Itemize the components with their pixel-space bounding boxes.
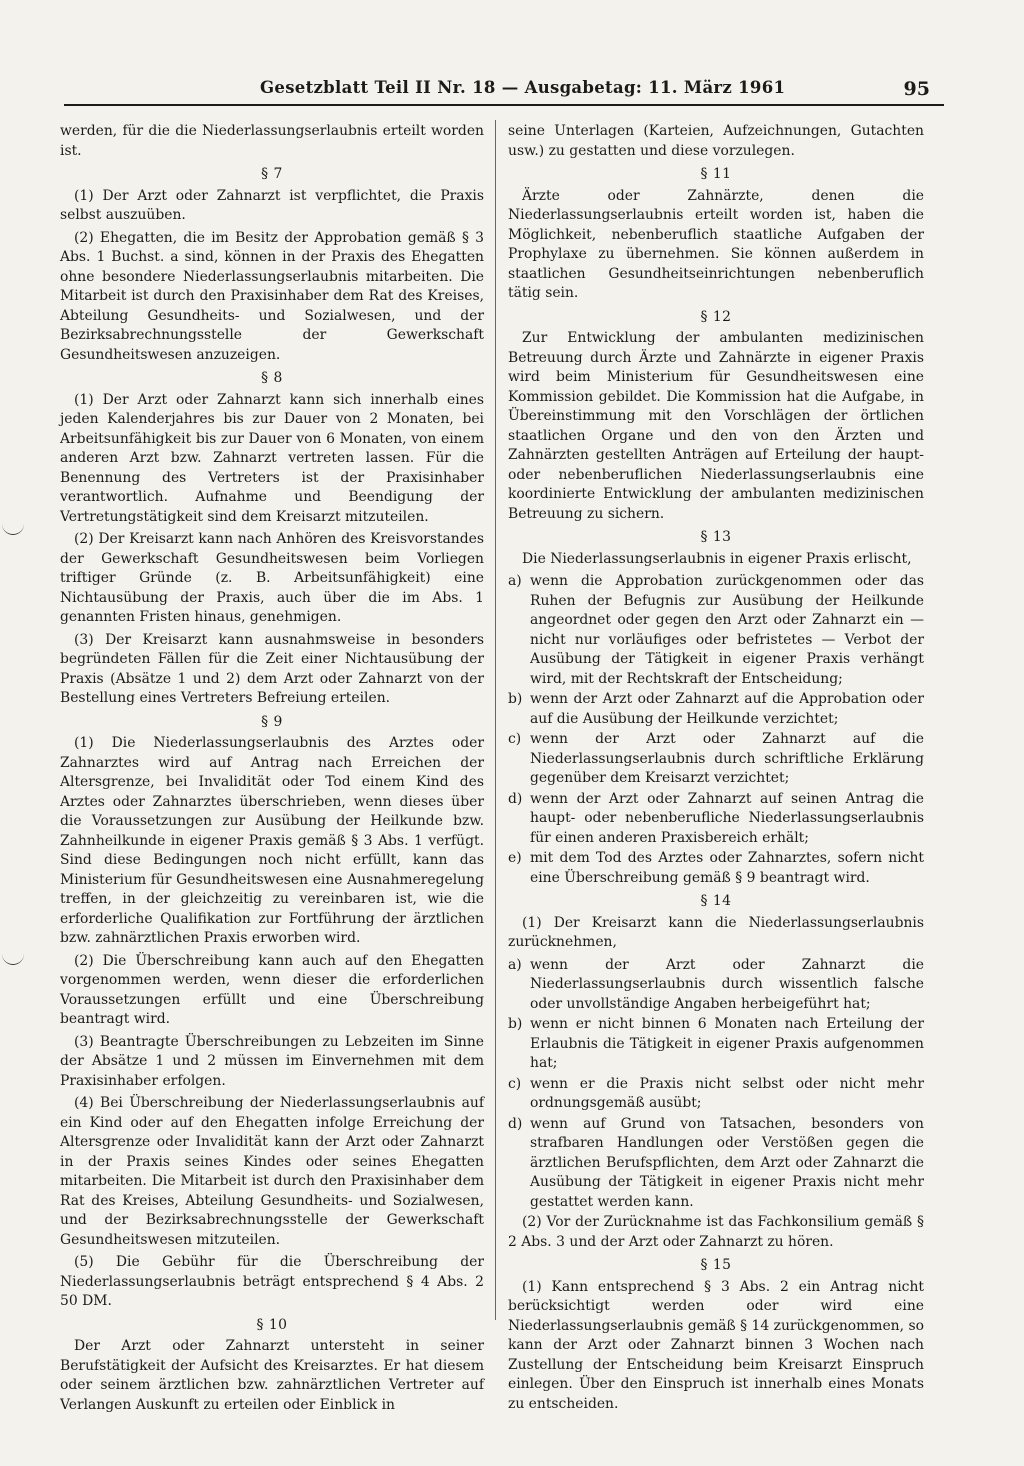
- list-label: d): [508, 1115, 523, 1132]
- list-item: [508, 690, 924, 729]
- list-text: wenn der Arzt oder Zahnarzt auf seinen Antrag die haupt- oder nebenberufliche Niederlassungserlaubnis für einen anderen Praxisbereich erhält;: [530, 790, 924, 846]
- list-item: [508, 1075, 924, 1114]
- section-heading: § 11: [700, 166, 732, 182]
- left-column: [60, 122, 484, 1418]
- paragraph: (3) Beantragte Überschreibungen zu Lebzeiten im Sinne der Absätze 1 und 2 müssen im Einvernehmen mit dem Praxisinhaber erfolgen.: [60, 1033, 484, 1089]
- paragraph: Der Arzt oder Zahnarzt untersteht in seiner Berufstätigkeit der Aufsicht des Kreisarztes. Er hat diesem oder seinem ärztlichen bzw. zahnärztlichen Vertreter auf Verlangen Auskunft zu erteilen oder Einblick in: [60, 1338, 484, 1413]
- paragraph: werden, für die die Niederlassungserlaubnis erteilt worden ist.: [60, 123, 484, 159]
- list-label: a): [508, 573, 522, 589]
- list-item: [508, 1015, 924, 1074]
- gazette-title: Gesetzblatt Teil II Nr. 18 — Ausgabetag: 11. März 1961: [260, 78, 786, 97]
- list-label: b): [508, 1016, 523, 1032]
- page-header: [64, 74, 944, 106]
- list-item: [508, 730, 924, 789]
- section-heading: § 12: [700, 308, 732, 325]
- list-label: d): [508, 790, 523, 807]
- section-heading: § 13: [700, 529, 732, 545]
- paragraph: (2) Die Überschreibung kann auch auf den Ehegatten vorgenommen werden, wenn dieser die erforderlichen Voraussetzungen erfüllt und eine Überschreibung beantragt wird.: [60, 952, 484, 1027]
- list-text: wenn der Arzt oder Zahnarzt die Niederlassungserlaubnis durch wissentlich falsche oder unvollständige Angaben herbeigeführt hat;: [530, 956, 924, 1012]
- section-heading: § 10: [256, 1316, 288, 1333]
- paragraph: (1) Kann entsprechend § 3 Abs. 2 ein Antrag nicht berücksichtigt werden oder wird eine Niederlassungserlaubnis gemäß § 14 zurückgenommen, so kann der Arzt oder Zahnarzt binnen 3 Wochen nach Zustellung der Entscheidung beim Kreisarzt Einspruch einlegen. Über den Einspruch ist innerhalb eines Monats zu entscheiden.: [508, 1278, 924, 1412]
- right-column: [508, 122, 924, 1417]
- list-text: wenn die Approbation zurückgenommen oder das Ruhen der Befugnis zur Ausübung der Heilkunde angeordnet oder gegen den Arzt oder Zahnarzt ein — nicht nur vorläufiges oder befristetes — Verbot der Ausübung der Tätigkeit in eigener Praxis verhängt wird, mit der Rechtskraft der Entscheidung;: [530, 573, 924, 687]
- list-label: c): [508, 731, 522, 747]
- list-label: a): [508, 956, 522, 973]
- paragraph: (1) Der Arzt oder Zahnarzt ist verpflichtet, die Praxis selbst auszuüben.: [60, 187, 484, 223]
- paragraph: (1) Der Arzt oder Zahnarzt kann sich innerhalb eines jeden Kalenderjahres bis zur Dauer von 2 Monaten, bei Arbeitsunfähigkeit bis zur Dauer von 6 Monaten, von einem anderen Arzt bzw. Zahnarzt vertreten lassen. Für die Benennung des Vertreters ist der Praxisinhaber verantwortlich. Aufnahme und Beendigung der Vertretungstätigkeit sind dem Kreisarzt mitzuteilen.: [60, 391, 484, 525]
- list-label: e): [508, 850, 522, 866]
- list-label: b): [508, 691, 523, 707]
- paragraph: (2) Vor der Zurücknahme ist das Fachkonsilium gemäß § 2 Abs. 3 und der Arzt oder Zahnarzt zu hören.: [508, 1214, 924, 1250]
- paragraph: (5) Die Gebühr für die Überschreibung der Niederlassungserlaubnis beträgt entsprechend § 4 Abs. 2 50 DM.: [60, 1254, 484, 1309]
- list-text: wenn der Arzt oder Zahnarzt auf die Approbation oder auf die Ausübung der Heilkunde verzichtet;: [530, 691, 924, 727]
- section-heading: § 7: [261, 166, 283, 182]
- paragraph: Zur Entwicklung der ambulanten medizinischen Betreuung durch Ärzte und Zahnärzte in eigener Praxis wird beim Ministerium für Gesundheitswesen eine Kommission gebildet. Die Kommission hat die Aufgabe, in Übereinstimmung mit den Vorschlägen der örtlichen staatlichen Organe und den von den Ärzten und Zahnärzten gestellten Anträgen auf Erteilung der haupt- oder nebenberuflichen Niederlassungserlaubnis eine koordinierte Entwicklung der ambulanten medizinischen Betreuung zu sichern.: [508, 330, 924, 522]
- list-text: wenn der Arzt oder Zahnarzt auf die Niederlassungserlaubnis durch schriftliche Erklärung gegenüber dem Kreisarzt verzichtet;: [530, 731, 924, 786]
- paragraph: Ärzte oder Zahnärzte, denen die Niederlassungserlaubnis erteilt worden ist, haben die Möglichkeit, nebenberuflich staatliche Aufgaben der Prophylaxe zu übernehmen. Sie können außerdem in staatlichen Gesundheitseinrichtungen nebenberuflich tätig sein.: [508, 187, 924, 301]
- paragraph: (4) Bei Überschreibung der Niederlassungserlaubnis auf ein Kind oder auf den Ehegatten infolge Erreichung der Altersgrenze oder Invalidität kann der Arzt oder Zahnarzt in der Praxis seines Kindes oder seines Ehegatten mitarbeiten. Die Mitarbeit ist durch den Praxisinhaber dem Rat des Kreises, Abteilung Gesundheits- und Sozialwesen, und der Bezirksabrechnungsstelle der Gewerkschaft Gesundheitswesen mitzuteilen.: [60, 1095, 484, 1248]
- list-text: wenn er nicht binnen 6 Monaten nach Erteilung der Erlaubnis die Tätigkeit in eigener Praxis aufgenommen hat;: [530, 1016, 924, 1071]
- list-text: wenn auf Grund von Tatsachen, besonders von strafbaren Handlungen oder Verstößen gegen die ärztlichen Berufspflichten, dem Arzt oder Zahnarzt die Ausübung der Tätigkeit in eigener Praxis nicht mehr gestattet werden kann.: [530, 1115, 924, 1210]
- margin-pencil-mark: [2, 520, 24, 535]
- page-number: 95: [903, 78, 930, 100]
- paragraph: (1) Der Kreisarzt kann die Niederlassungserlaubnis zurücknehmen,: [508, 914, 924, 950]
- list-item: [508, 956, 924, 1015]
- paragraph: (1) Die Niederlassungserlaubnis des Arztes oder Zahnarztes wird auf Antrag nach Erreichen der Altersgrenze, bei Invalidität oder Tod einem Kind des Arztes oder Zahnarztes überschrieben, wenn dieses über die Voraussetzungen zur Ausübung der Heilkunde bzw. Zahnheilkunde in eigener Praxis gemäß § 3 Abs. 1 verfügt. Sind diese Bedingungen noch nicht erfüllt, kann das Ministerium für Gesundheitswesen eine Ausnahmeregelung treffen, in der gleichzeitig zu vereinbaren ist, wie die erforderliche Qualifikation zur Fortführung der ärztlichen bzw. zahnärztlichen Praxis erworben wird.: [60, 735, 484, 946]
- list-item: [508, 790, 924, 849]
- paragraph: Die Niederlassungserlaubnis in eigener Praxis erlischt,: [522, 550, 912, 567]
- list-item: [508, 572, 924, 689]
- section-heading: § 8: [261, 370, 283, 386]
- section-heading: § 15: [700, 1257, 732, 1273]
- paragraph: (2) Der Kreisarzt kann nach Anhören des Kreisvorstandes der Gewerkschaft Gesundheitswesen beim Vorliegen triftiger Gründe (z. B. Arbeitsunfähigkeit) eine Nichtausübung der Praxis, auch über die im Abs. 1 genannten Fristen hinaus, genehmigen.: [60, 531, 484, 625]
- section-heading: § 14: [700, 893, 732, 909]
- list-item: [508, 849, 924, 888]
- list-text: wenn er die Praxis nicht selbst oder nicht mehr ordnungsgemäß ausübt;: [530, 1075, 924, 1111]
- paragraph: (2) Ehegatten, die im Besitz der Approbation gemäß § 3 Abs. 1 Buchst. a sind, können in der Praxis des Ehegatten ohne besondere Niederlassungserlaubnis mitarbeiten. Die Mitarbeit ist durch den Praxisinhaber dem Rat des Kreises, Abteilung Gesundheits- und Sozialwesen, und der Bezirksabrechnungsstelle der Gewerkschaft Gesundheitswesen anzuzeigen.: [60, 229, 484, 363]
- list-item: [508, 1115, 924, 1213]
- list-text: mit dem Tod des Arztes oder Zahnarztes, sofern nicht eine Überschreibung gemäß § 9 beantragt wird.: [530, 850, 924, 886]
- paragraph: seine Unterlagen (Karteien, Aufzeichnungen, Gutachten usw.) zu gestatten und diese vorzulegen.: [508, 123, 924, 159]
- margin-pencil-mark: [2, 950, 24, 965]
- paragraph: (3) Der Kreisarzt kann ausnahmsweise in besonders begründeten Fällen für die Zeit einer Nichtausübung der Praxis (Absätze 1 und 2) dem Arzt oder Zahnarzt von der Bestellung eines Vertreters Befreiung erteilen.: [60, 631, 484, 706]
- section-heading: § 9: [261, 713, 283, 730]
- list-label: c): [508, 1075, 522, 1092]
